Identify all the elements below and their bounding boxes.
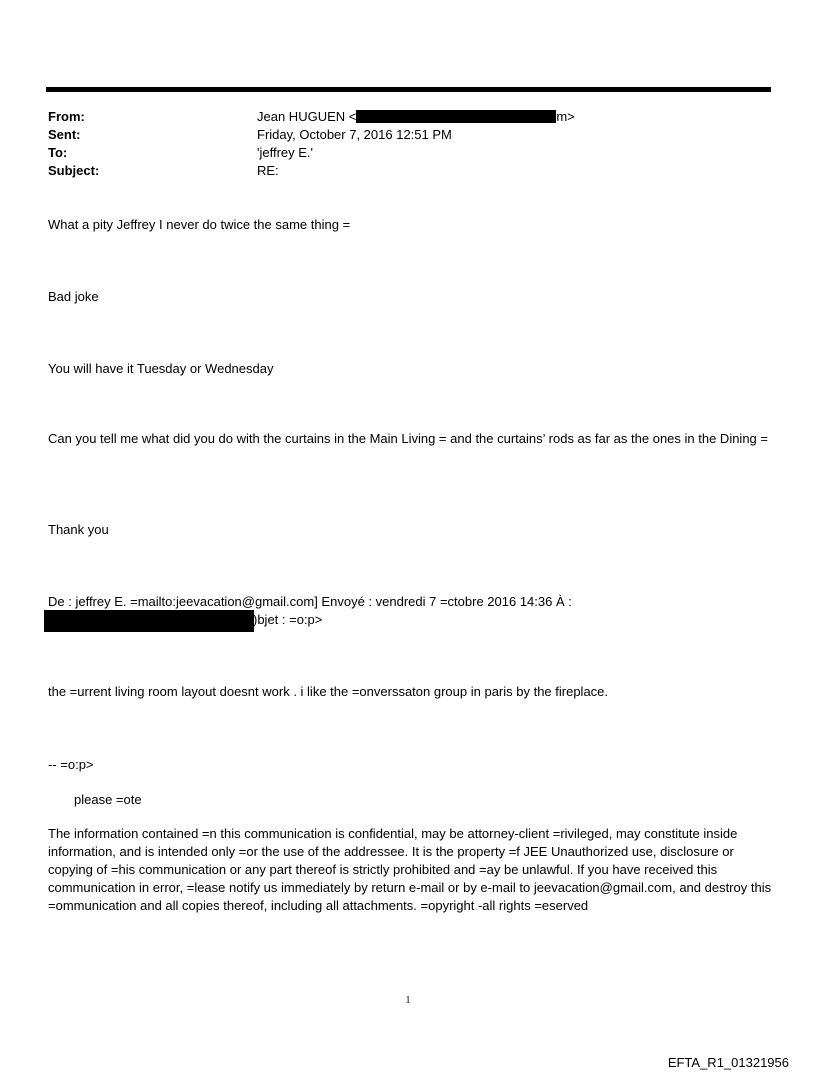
- signature-separator: -- =o:p>: [48, 757, 94, 772]
- document-id: EFTA_R1_01321956: [667, 1055, 789, 1070]
- disclaimer: The information contained =n this communication is confidential, may be attorney-client =rivileged, may constitute inside information, and is intended only =or the use of the addressee. It is the property =f JEE Unauthorized use, disclosure or copying of =his communication or any part thereof is strictly prohibited and =ay be unlawful. If you have received this communication in error, =lease notify us immediately by return e-mail or by e-mail to jeevacation@gmail.com, and destroy this =ommunication and all copies thereof, including all attachments. =opyright -all rights =eserved: [48, 826, 772, 913]
- from-name: Jean HUGUEN <: [257, 109, 357, 124]
- redaction-email: [356, 110, 556, 123]
- body-paragraph-3: You will have it Tuesday or Wednesday: [48, 361, 274, 376]
- subject-label: Subject:: [48, 163, 100, 178]
- to-label: To:: [48, 145, 68, 160]
- subject-value: RE:: [257, 163, 279, 178]
- body-paragraph-1: What a pity Jeffrey I never do twice the same thing =: [48, 217, 351, 232]
- sent-label: Sent:: [48, 127, 81, 142]
- from-tail: m>: [556, 109, 575, 124]
- redaction-recipient: [44, 610, 254, 632]
- quoted-header-line-2: )bjet : =o:p>: [253, 612, 323, 627]
- body-paragraph-8: please =ote: [74, 792, 142, 807]
- quoted-header-line-1: De : jeffrey E. =mailto:jeevacation@gmail.com] Envoyé : vendredi 7 =ctobre 2016 14:36 À :: [48, 594, 572, 609]
- sent-value: Friday, October 7, 2016 12:51 PM: [257, 127, 452, 142]
- body-paragraph-5: Thank you: [48, 522, 109, 537]
- to-value: 'jeffrey E.': [257, 145, 314, 160]
- from-label: From:: [48, 109, 85, 124]
- header-rule: [46, 87, 771, 92]
- from-value: [257, 108, 575, 126]
- body-paragraph-4: Can you tell me what did you do with the curtains in the Main Living = and the curtains’ rods as far as the ones in the Dining =: [48, 431, 768, 446]
- body-paragraph-2: Bad joke: [48, 289, 99, 304]
- page-number: 1: [405, 995, 411, 1006]
- body-paragraph-6: the =urrent living room layout doesnt work . i like the =onverssaton group in paris by the fireplace.: [48, 684, 609, 699]
